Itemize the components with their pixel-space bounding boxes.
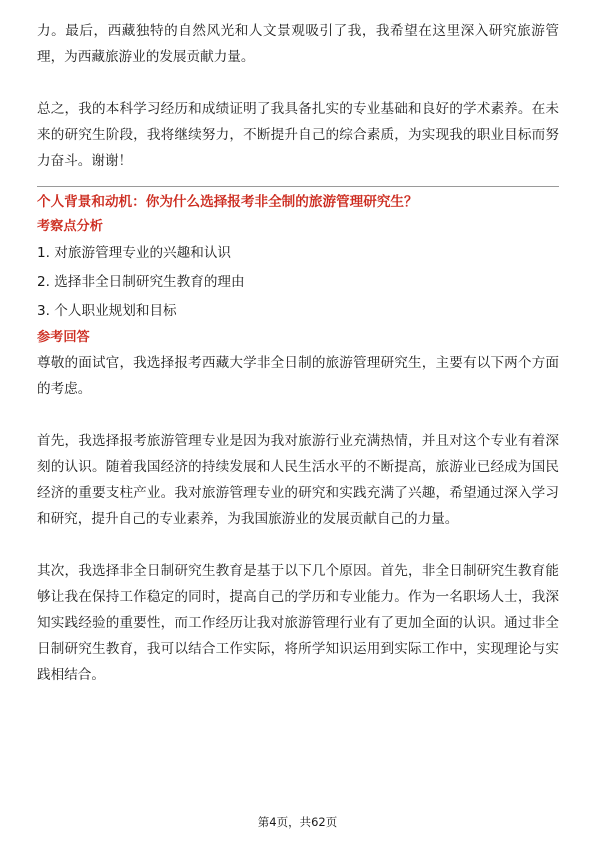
answer-paragraph-2: 首先，我选择报考旅游管理专业是因为我对旅游行业充满热情，并且对这个专业有着深刻的认识。随着我国经济的持续发展和人民生活水平的不断提高，旅游业已经成为国民经济的重要支柱产业。我对旅游管理专业的研究和实践充满了兴趣，希望通过深入学习和研究，提升自己的专业素养，为我国旅游业的发展贡献自己的力量。 <box>37 433 559 527</box>
answer-paragraph-1: 尊敬的面试官，我选择报考西藏大学非全日制的旅游管理研究生，主要有以下两个方面的考虑。 <box>37 355 559 397</box>
question-title: 个人背景和动机：你为什么选择报考非全制的旅游管理研究生？ <box>37 194 418 210</box>
analysis-heading: 考察点分析 <box>37 219 103 234</box>
answer-heading: 参考回答 <box>37 330 90 345</box>
analysis-point-2: 2. 选择非全日制研究生教育的理由 <box>37 274 245 290</box>
section-divider <box>37 186 559 187</box>
page-number-footer: 第4页，共62页 <box>257 815 338 829</box>
paragraph-gap <box>37 402 559 428</box>
intro-paragraph-1: 力。最后，西藏独特的自然风光和人文景观吸引了我，我希望在这里深入研究旅游管理，为西藏旅游业的发展贡献力量。 <box>37 23 559 65</box>
answer-paragraph-3: 其次，我选择非全日制研究生教育是基于以下几个原因。首先，非全日制研究生教育能够让我在保持工作稳定的同时，提高自己的学历和专业能力。作为一名职场人士，我深知实践经验的重要性，而工作经历让我对旅游管理行业有了更加全面的认识。通过非全日制研究生教育，我可以结合工作实际，将所学知识运用到实际工作中，实现理论与实践相结合。 <box>37 563 559 683</box>
analysis-point-1: 1. 对旅游管理专业的兴趣和认识 <box>37 245 232 261</box>
document-page <box>37 18 559 688</box>
paragraph-gap <box>37 532 559 558</box>
analysis-point-3: 3. 个人职业规划和目标 <box>37 303 177 319</box>
paragraph-gap <box>37 70 559 96</box>
intro-paragraph-2: 总之，我的本科学习经历和成绩证明了我具备扎实的专业基础和良好的学术素养。在未来的研究生阶段，我将继续努力，不断提升自己的综合素质，为实现我的职业目标而努力奋斗。谢谢！ <box>37 101 559 169</box>
